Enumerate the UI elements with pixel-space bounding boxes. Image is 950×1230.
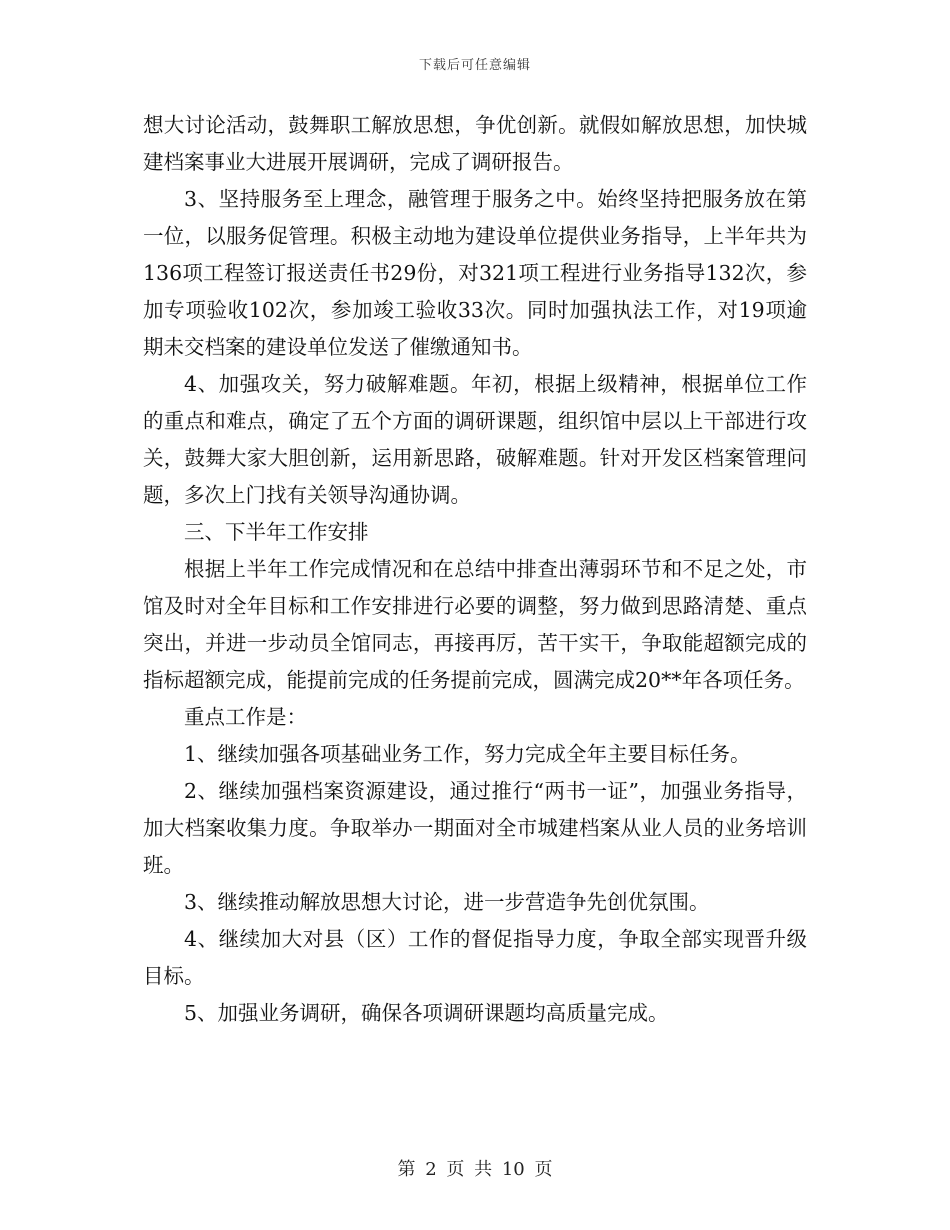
paragraph: 根据上半年工作完成情况和在总结中排查出薄弱环节和不足之处，市馆及时对全年目标和工作安排进行必要的调整，努力做到思路清楚、重点突出，并进一步动员全馆同志，再接再厉，苦干实干，争取能超额完成的指标超额完成，能提前完成的任务提前完成，圆满完成20**年各项任务。 [143, 557, 807, 692]
paragraph: 3、坚持服务至上理念，融管理于服务之中。始终坚持把服务放在第一位，以服务促管理。积极主动地为建设单位提供业务指导，上半年共为136项工程签订报送责任书29份，对321项工程进行业务指导132次，参加专项验收102次，参加竣工验收33次。同时加强执法工作，对19项逾期未交档案的建设单位发送了催缴通知书。 [143, 187, 807, 359]
list-item: 4、继续加大对县（区）工作的督促指导力度，争取全部实现晋升级目标。 [143, 927, 807, 988]
section-heading: 三、下半年工作安排 [184, 520, 369, 544]
list-item: 3、继续推动解放思想大讨论，进一步营造争先创优氛围。 [184, 890, 710, 914]
page-number: 第 2 页 共 10 页 [397, 1159, 553, 1180]
header-note: 下载后可任意编辑 [418, 58, 531, 73]
paragraph: 重点工作是： [184, 705, 307, 729]
paragraph: 4、加强攻关，努力破解难题。年初，根据上级精神，根据单位工作的重点和难点，确定了五个方面的调研课题，组织馆中层以上干部进行攻关，鼓舞大家大胆创新，运用新思路，破解难题。针对开发区档案管理问题，多次上门找有关领导沟通协调。 [143, 372, 807, 507]
paragraph: 想大讨论活动，鼓舞职工解放思想，争优创新。就假如解放思想，加快城建档案事业大进展开展调研，完成了调研报告。 [143, 113, 807, 174]
list-item: 5、加强业务调研，确保各项调研课题均高质量完成。 [184, 1001, 669, 1025]
body-text [143, 107, 807, 1032]
list-item: 2、继续加强档案资源建设，通过推行“两书一证”，加强业务指导，加大档案收集力度。争取举办一期面对全市城建档案从业人员的业务培训班。 [143, 779, 807, 877]
list-item: 1、继续加强各项基础业务工作，努力完成全年主要目标任务。 [184, 742, 751, 766]
